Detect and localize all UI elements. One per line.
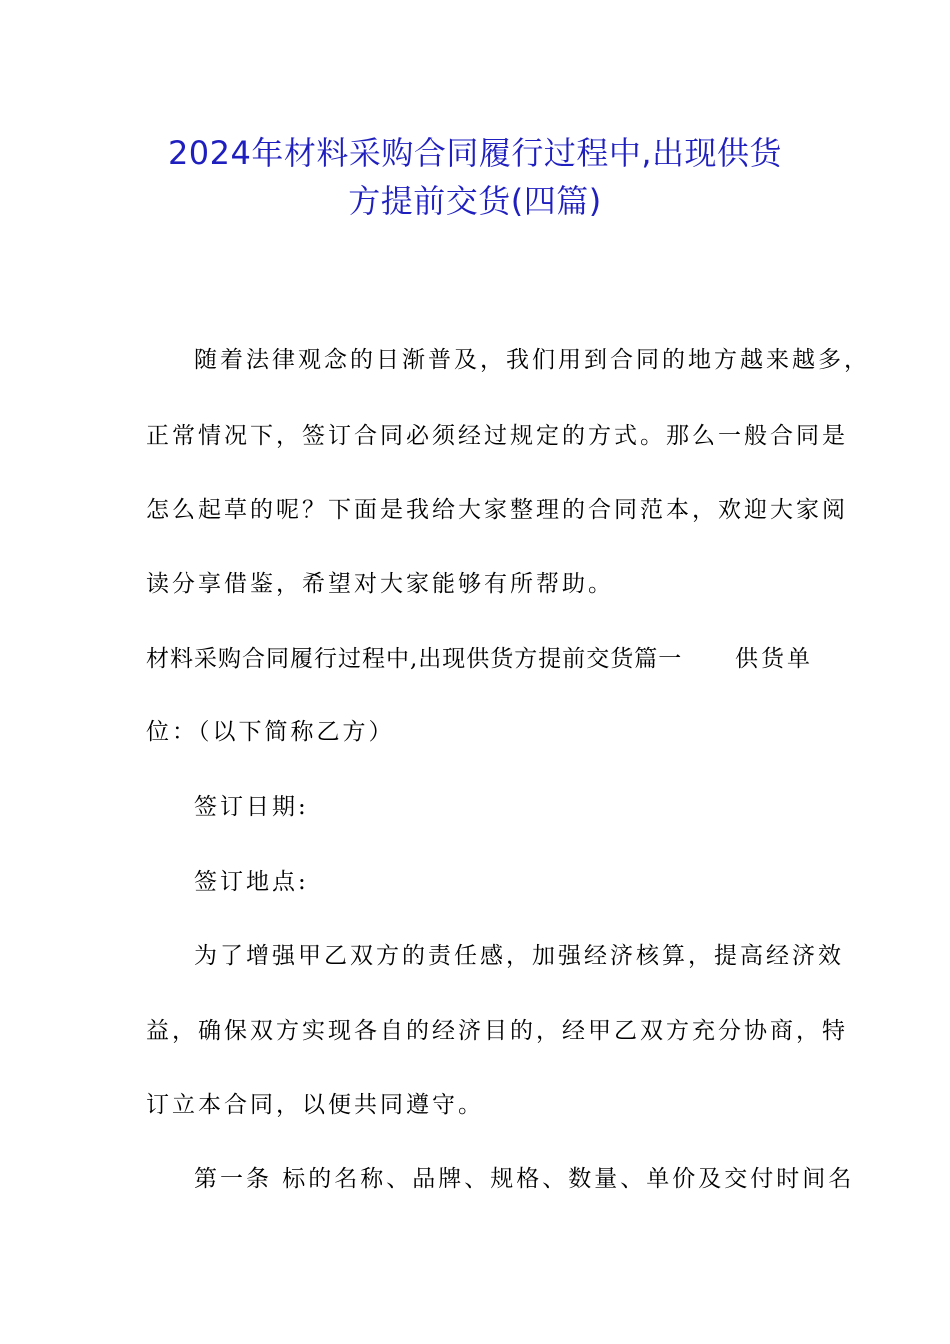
sign-place-label: 签订地点: <box>194 869 309 895</box>
section-heading: 材料采购合同履行过程中,出现供货方提前交货篇一 <box>146 646 683 672</box>
supplier-line: 位：（以下简称乙方） <box>146 719 395 745</box>
purpose-line-1: 为了增强甲乙双方的责任感，加强经济核算，提高经济效 <box>194 943 844 969</box>
document-title-line-2: 方提前交货(四篇) <box>348 182 602 220</box>
intro-line-1: 随着法律观念的日渐普及，我们用到合同的地方越来越多， <box>194 347 870 373</box>
sign-date-label: 签订日期: <box>194 794 309 820</box>
document-title-line-1: 2024年材料采购合同履行过程中,出现供货 <box>167 134 783 172</box>
intro-line-3: 怎么起草的呢？下面是我给大家整理的合同范本，欢迎大家阅 <box>146 497 848 523</box>
purpose-line-2: 益，确保双方实现各自的经济目的，经甲乙双方充分协商，特 <box>146 1018 848 1044</box>
intro-line-4: 读分享借鉴，希望对大家能够有所帮助。 <box>146 571 614 597</box>
article-1-line: 第一条 标的名称、品牌、规格、数量、单价及交付时间名 <box>194 1166 855 1192</box>
purpose-line-3: 订立本合同，以便共同遵守。 <box>146 1092 484 1118</box>
intro-line-2: 正常情况下，签订合同必须经过规定的方式。那么一般合同是 <box>146 423 848 449</box>
section-heading-tail: 供货单 <box>735 646 813 672</box>
